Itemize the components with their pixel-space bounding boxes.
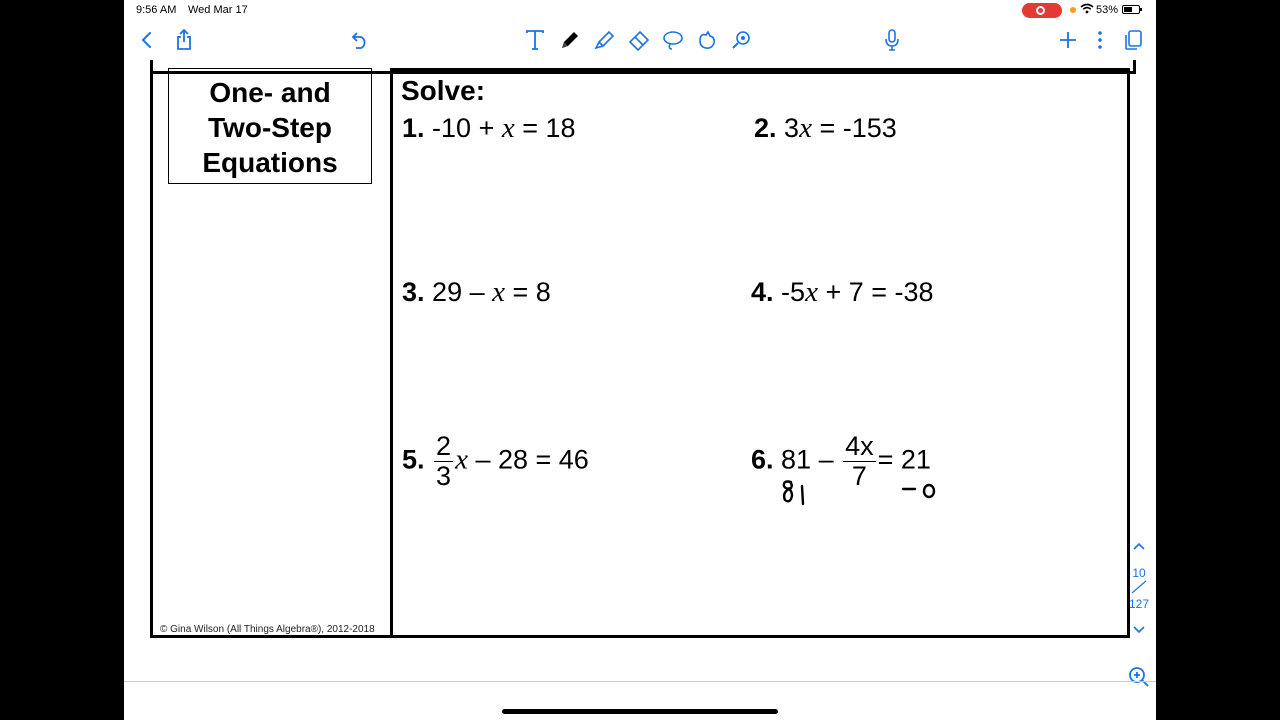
status-bar xyxy=(124,0,1156,20)
problem-text: = -153 xyxy=(811,113,897,143)
problem-number: 3. xyxy=(402,277,425,307)
page-bottom-divider xyxy=(124,681,1156,682)
fraction xyxy=(843,432,876,491)
problem-4 xyxy=(751,276,934,309)
battery-icon xyxy=(1122,5,1140,14)
mic-in-use-indicator xyxy=(1070,7,1076,13)
app-screen xyxy=(124,0,1156,720)
page-up-icon[interactable] xyxy=(1132,541,1146,551)
microphone-icon[interactable] xyxy=(880,26,904,54)
undo-icon[interactable] xyxy=(346,26,372,54)
total-pages: 127 xyxy=(1128,597,1150,611)
variable: x xyxy=(455,443,468,476)
screen-recording-indicator[interactable] xyxy=(1022,3,1062,18)
page-indicator[interactable] xyxy=(1124,540,1154,638)
shapes-tool-icon[interactable] xyxy=(694,26,720,54)
title-line: Two-Step xyxy=(208,112,332,143)
page-divider-icon xyxy=(1129,580,1149,594)
solve-heading: Solve: xyxy=(401,75,486,106)
highlighter-tool-icon[interactable] xyxy=(591,26,617,54)
problem-2 xyxy=(754,112,897,145)
status-date: Wed Mar 17 xyxy=(188,4,248,16)
fraction-denominator: 7 xyxy=(851,461,867,491)
variable: x xyxy=(492,276,505,308)
fraction-numerator: 4x xyxy=(845,431,874,461)
title-line: Equations xyxy=(202,147,338,178)
home-indicator[interactable] xyxy=(502,709,778,714)
problem-text: 3 xyxy=(784,113,800,143)
laser-pointer-icon[interactable] xyxy=(728,26,754,54)
problem-text: = 21 xyxy=(877,444,931,475)
pen-tool-icon[interactable] xyxy=(557,26,583,54)
problem-text: 81 – xyxy=(781,444,842,475)
variable: x xyxy=(501,112,515,144)
problem-text: -10 + xyxy=(432,113,502,143)
handwritten-ink-81 xyxy=(779,476,819,508)
problem-number: 5. xyxy=(402,444,425,475)
zoom-icon[interactable] xyxy=(1128,666,1150,693)
share-icon[interactable] xyxy=(172,26,196,54)
problem-number: 1. xyxy=(402,113,425,143)
problem-text: – 28 = 46 xyxy=(467,444,589,475)
variable: x xyxy=(799,112,812,144)
problem-number: 6. xyxy=(751,444,774,475)
worksheet-problem-panel xyxy=(390,68,1130,638)
fraction-numerator: 2 xyxy=(436,431,452,461)
problem-number: 2. xyxy=(754,113,777,143)
problem-text: -5 xyxy=(781,277,806,307)
problem-text: + 7 = -38 xyxy=(817,277,934,307)
more-icon[interactable] xyxy=(1090,26,1110,54)
add-icon[interactable] xyxy=(1056,26,1080,54)
wifi-icon xyxy=(1080,3,1094,17)
problem-1 xyxy=(402,112,576,145)
handwritten-ink-minus-0 xyxy=(900,480,942,502)
text-tool-icon[interactable] xyxy=(522,26,548,54)
current-page: 10 xyxy=(1132,566,1146,580)
title-line: One- and xyxy=(209,77,331,108)
problem-5 xyxy=(402,432,589,491)
copyright-notice: © Gina Wilson (All Things Algebra®), 2012-2018 xyxy=(160,624,375,635)
page-down-icon[interactable] xyxy=(1132,625,1146,635)
problem-text: = 18 xyxy=(514,113,576,143)
problem-number: 4. xyxy=(751,277,774,307)
problem-text: = 8 xyxy=(504,277,551,307)
back-icon[interactable] xyxy=(134,26,158,54)
battery-percent: 53% xyxy=(1096,4,1119,16)
pages-icon[interactable] xyxy=(1122,26,1146,54)
problem-text: 29 – xyxy=(432,277,493,307)
problem-3 xyxy=(402,276,551,309)
fraction-denominator: 3 xyxy=(436,461,452,491)
lasso-tool-icon[interactable] xyxy=(660,26,686,54)
variable: x xyxy=(805,276,818,308)
status-time: 9:56 AM xyxy=(136,4,177,16)
fraction xyxy=(434,432,453,491)
worksheet-title xyxy=(168,68,372,184)
eraser-tool-icon[interactable] xyxy=(626,26,652,54)
